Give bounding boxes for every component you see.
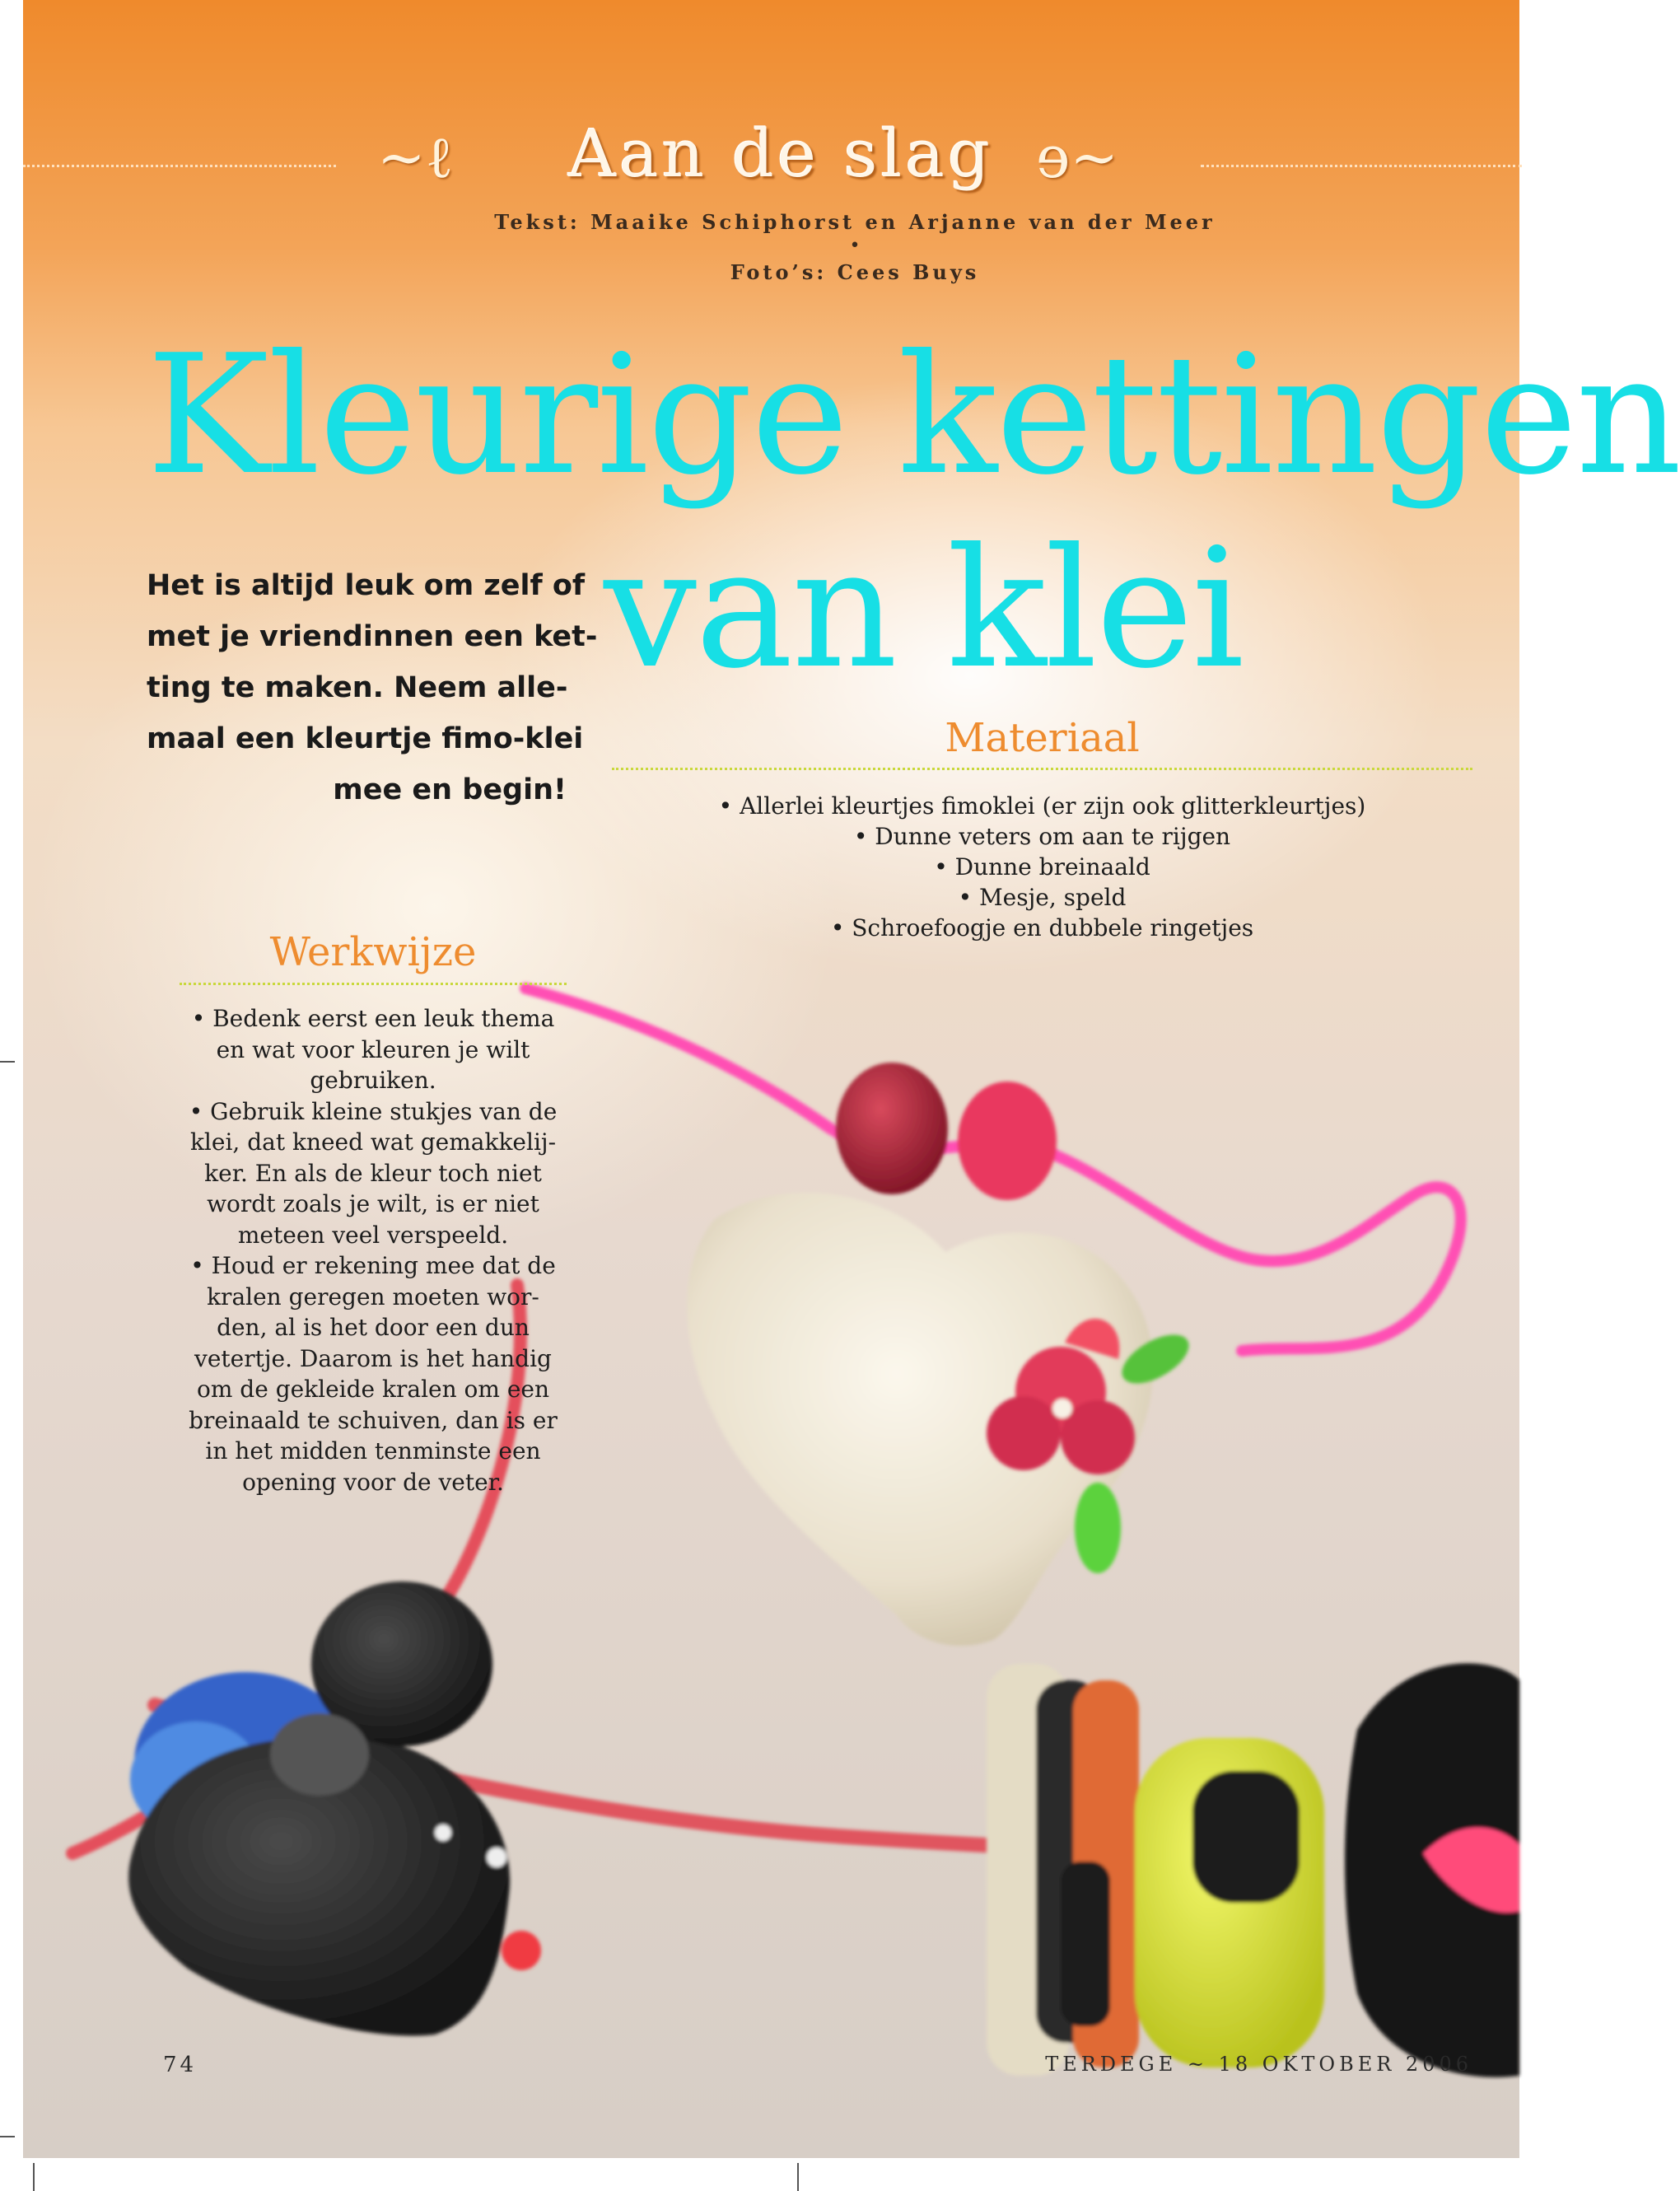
text-line: • Bedenk eerst een leuk thema: [191, 1005, 555, 1032]
intro-line: maal een kleurtje fimo-klei: [147, 722, 584, 755]
text-line: en wat voor kleuren je wilt: [216, 1035, 530, 1063]
header-dotted-rule-left: [23, 165, 336, 167]
credit-separator: •: [849, 236, 861, 256]
werkwijze-divider: [180, 983, 567, 985]
text-line: breinaald te schuiven, dan is er: [189, 1406, 558, 1434]
intro-paragraph: [147, 560, 598, 815]
text-line: klei, dat kneed wat gemakkelij-: [189, 1128, 557, 1156]
list-item: • Dunne veters om aan te rijgen: [853, 823, 1231, 850]
text-line: vetertje. Daarom is het handig: [194, 1344, 552, 1372]
section-banner-title: Aan de slag: [568, 115, 993, 192]
materiaal-list: [612, 791, 1472, 943]
photo-credit: Foto’s: Cees Buys: [730, 260, 980, 284]
text-line: meteen veel verspeeld.: [237, 1221, 509, 1249]
intro-line: met je vriendinnen een ket-: [147, 620, 598, 653]
header-dotted-rule-right: [1201, 165, 1522, 167]
text-line: gebruiken.: [310, 1067, 436, 1094]
materiaal-heading: Materiaal: [945, 715, 1140, 761]
list-item: • Allerlei kleurtjes fimoklei (er zijn ook glitterkleurtjes): [718, 792, 1366, 820]
text-line: om de gekleide kralen om een: [196, 1376, 550, 1403]
werkwijze-text: [180, 1003, 567, 1497]
crop-mark: [0, 2136, 15, 2137]
text-line: ker. En als de kleur toch niet: [204, 1159, 542, 1187]
text-line: wordt zoals je wilt, is er niet: [207, 1190, 539, 1217]
text-line: kralen geregen moeten wor-: [207, 1282, 539, 1310]
swirl-ornament-right-icon: ɘ~: [1036, 124, 1119, 191]
werkwijze-heading: Werkwijze: [269, 929, 477, 975]
article-title-line-2: van klei: [604, 513, 1244, 705]
list-item: • Schroefoogje en dubbele ringetjes: [830, 914, 1254, 941]
text-line: den, al is het door een dun: [217, 1314, 530, 1341]
crop-mark: [0, 1061, 15, 1063]
intro-line: ting te maken. Neem alle-: [147, 671, 568, 704]
materiaal-divider: [612, 768, 1472, 770]
text-line: • Gebruik kleine stukjes van de: [189, 1097, 558, 1125]
intro-line: mee en begin!: [333, 773, 567, 806]
text-line: opening voor de veter.: [242, 1468, 504, 1496]
article-title-line-1: Kleurige kettingen: [147, 320, 1680, 512]
publication-date: TERDEGE ~ 18 OKTOBER 2006: [1045, 2053, 1472, 2076]
text-line: in het midden tenminste een: [205, 1437, 541, 1465]
magazine-page: [23, 0, 1680, 2158]
swirl-ornament-left-icon: ~ℓ: [377, 124, 454, 191]
page-number: 74: [163, 2053, 198, 2077]
crop-mark: [33, 2163, 35, 2191]
list-item: • Dunne breinaald: [934, 853, 1150, 881]
intro-line: Het is altijd leuk om zelf of: [147, 569, 586, 602]
author-credit: Tekst: Maaike Schiphorst en Arjanne van der Meer: [494, 210, 1216, 234]
list-item: • Mesje, speld: [958, 884, 1127, 911]
crop-mark: [797, 2163, 799, 2191]
text-line: • Houd er rekening mee dat de: [190, 1252, 556, 1279]
